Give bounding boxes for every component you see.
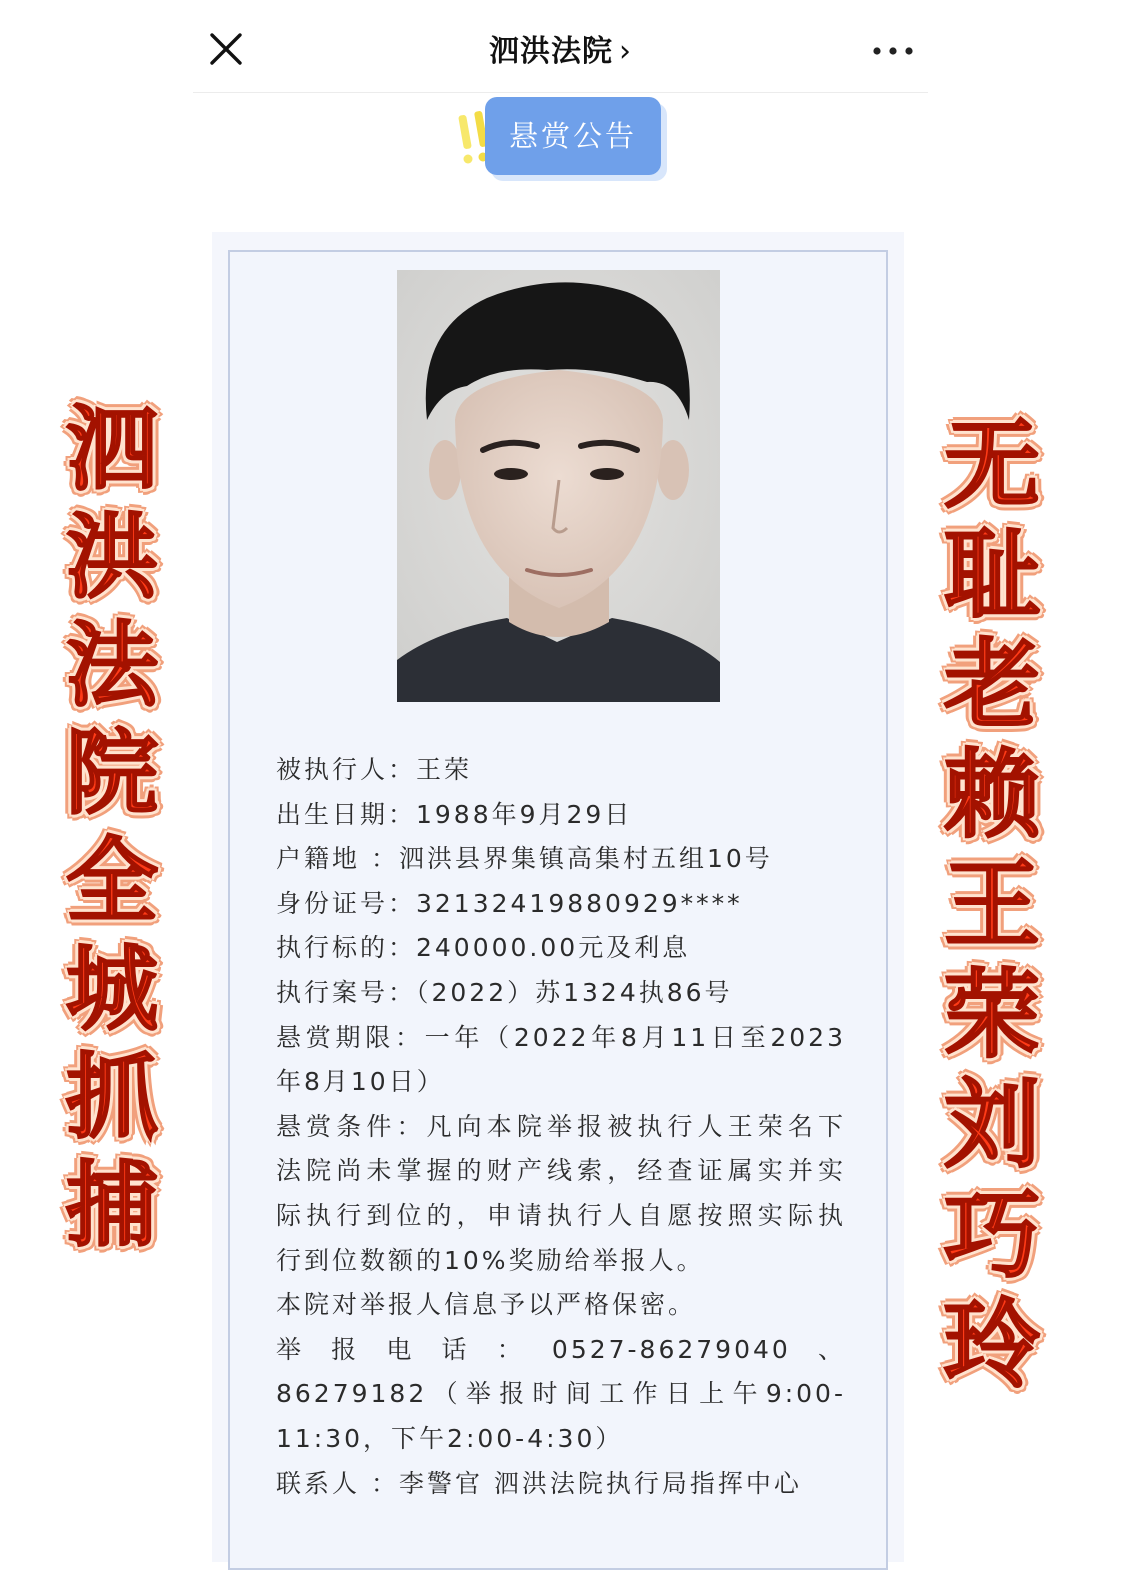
- left-banner-char: 抓: [65, 1043, 158, 1151]
- info-row-report-phone: 举报电话：0527-86279040、: [276, 1334, 846, 1364]
- more-button[interactable]: [868, 30, 918, 70]
- info-row-domicile: 户籍地 ：泗洪县界集镇高集村五组10号: [276, 844, 773, 874]
- left-banner-char: 城: [65, 935, 158, 1043]
- info-row-confidentiality: 本院对举报人信息予以严格保密。: [276, 1290, 697, 1320]
- page-title-text: 泗洪法院: [489, 34, 613, 69]
- top-bar: [193, 0, 928, 93]
- info-row-case-number: 执行案号：（2022）苏1324执86号: [276, 977, 733, 1007]
- right-banner-char: 巧: [944, 1178, 1040, 1291]
- portrait-image: [397, 270, 720, 702]
- left-banner-char: 洪: [65, 503, 158, 611]
- info-row-reward-period: 悬赏期限：一年（2022年8月11日至2023: [276, 1022, 846, 1052]
- info-row-reward-conditions-4: 行到位数额的10%奖励给举报人。: [276, 1245, 705, 1275]
- right-banner-char: 刘: [944, 1068, 1040, 1181]
- info-row-reward-conditions: 悬赏条件：凡向本院举报被执行人王荣名下: [276, 1111, 846, 1141]
- info-row-report-hours: 11:30，下午2:00-4:30）: [276, 1423, 624, 1453]
- info-row-id-number: 身份证号：32132419880929****: [276, 888, 743, 918]
- left-banner-char: 法: [65, 611, 158, 719]
- info-row-reward-conditions-2: 法院尚未掌握的财产线索，经查证属实并实: [276, 1156, 846, 1186]
- right-banner: [932, 410, 1052, 1400]
- right-banner-char: 荣: [944, 958, 1040, 1071]
- right-banner-char: 王: [944, 848, 1040, 961]
- left-banner-char: 泗: [65, 395, 158, 503]
- more-dots-icon: [868, 30, 918, 70]
- notice-badge: 悬赏公告: [485, 97, 661, 175]
- right-banner-char: 玲: [944, 1288, 1040, 1401]
- left-banner-char: 院: [65, 719, 158, 827]
- right-banner-char: 赖: [944, 738, 1040, 851]
- info-row-reward-conditions-3: 际执行到位的，申请执行人自愿按照实际执: [276, 1200, 846, 1230]
- info-row-birthdate: 出生日期：1988年9月29日: [276, 799, 633, 829]
- info-row-debtor: 被执行人：王荣: [276, 755, 473, 784]
- notice-info: [276, 748, 846, 1506]
- chevron-right-icon: ›: [619, 34, 632, 69]
- info-row-execution-amount: 执行标的：240000.00元及利息: [276, 933, 691, 963]
- info-row-reward-period-end: 年8月10日）: [276, 1067, 445, 1097]
- right-banner-char: 无: [944, 408, 1040, 521]
- left-banner-char: 全: [65, 827, 158, 935]
- info-row-contact: 联系人 ：李警官 泗洪法院执行局指挥中心: [276, 1468, 802, 1498]
- info-row-report-phone-2: 86279182（举报时间工作日上午9:00-: [276, 1379, 846, 1409]
- left-banner-char: 捕: [65, 1151, 158, 1259]
- portrait-photo: [397, 270, 720, 702]
- notice-badge-area: [445, 95, 685, 187]
- left-banner: [52, 395, 172, 1259]
- right-banner-char: 老: [944, 628, 1040, 741]
- page-title[interactable]: [193, 26, 928, 70]
- right-banner-char: 耻: [944, 518, 1040, 631]
